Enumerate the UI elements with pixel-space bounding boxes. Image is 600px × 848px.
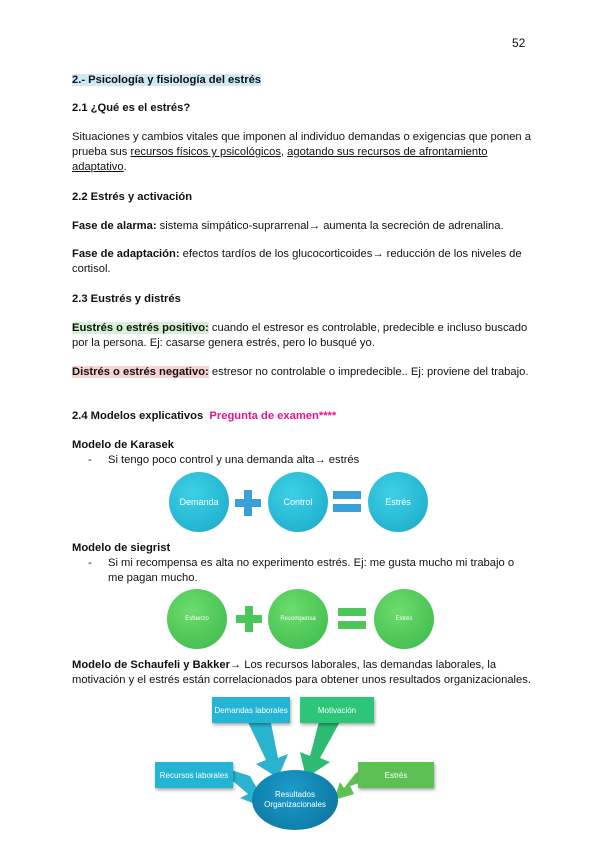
paragraph-eustres: Eustrés o estrés positivo: cuando el estresor es controlable, predecible e incluso buscado por la persona. Ej: casarse genera estrés, pero lo busqué yo. [72,322,528,349]
center-resultados-organizacionales: Resultados Organizacionales [252,770,338,830]
page-number: 52 [512,36,526,50]
karasek-title: Modelo de Karasek [72,439,174,451]
karasek-circle-demanda: Demanda [169,472,229,532]
siegrist-bullet: Si mi recompensa es alta no experimento estrés. Ej: me gusta mucho mi trabajo o me pagan mucho. [108,557,515,584]
plus-icon [236,606,262,632]
box-motivacion: Motivación [300,697,374,723]
heading-2-3: 2.3 Eustrés y distrés [72,293,181,305]
equals-icon [338,608,366,630]
karasek-circle-estres: Estrés [368,472,428,532]
karasek-circle-control: Control [268,472,328,532]
paragraph-fase-adaptacion: Fase de adaptación: efectos tardíos de los glucocorticoides→ reducción de los niveles de cortisol. [72,248,522,275]
box-recursos-laborales: Recursos laborales [155,762,233,788]
equals-icon [333,491,361,513]
heading-2-4: 2.4 Modelos explicativos Pregunta de examen**** [72,410,337,422]
bullet-dash: - [88,557,92,569]
arrow-demandas [246,718,288,778]
box-demandas-laborales: Demandas laborales [212,697,290,723]
siegrist-circle-esfuerzo: Esfuerzo [167,589,227,649]
heading-2-1: 2.1 ¿Qué es el estrés? [72,102,191,114]
siegrist-circle-estres: Estrés [374,589,434,649]
bullet-dash: - [88,454,92,466]
karasek-bullet: Si tengo poco control y una demanda alta→ estrés [108,454,360,466]
schaufeli-paragraph: Modelo de Schaufeli y Bakker→ Los recursos laborales, las demandas laborales, la motivación y el estrés están correlacionados para obtener unos resultados organizacionales. [72,659,531,686]
siegrist-title: Modelo de siegrist [72,542,171,554]
siegrist-circle-recompensa: Recompensa [268,589,328,649]
section-title: 2.- Psicología y fisiología del estrés [72,74,262,86]
exam-note: Pregunta de examen**** [209,410,337,422]
paragraph-definicion: Situaciones y cambios vitales que imponen al individuo demandas o exigencias que ponen a prueba sus recursos físicos y psicológicos, agotando sus recursos de afrontamiento adaptativo. [72,131,531,173]
paragraph-fase-alarma: Fase de alarma: sistema simpático-suprarrenal→ aumenta la secreción de adrenalina. [72,220,504,232]
heading-2-2: 2.2 Estrés y activación [72,191,193,203]
arrow-motivacion [300,718,342,778]
paragraph-distres: Distrés o estrés negativo: estresor no controlable o impredecible.. Ej: proviene del trabajo. [72,366,529,378]
plus-icon [235,490,261,516]
box-estres: Estrés [358,762,434,788]
